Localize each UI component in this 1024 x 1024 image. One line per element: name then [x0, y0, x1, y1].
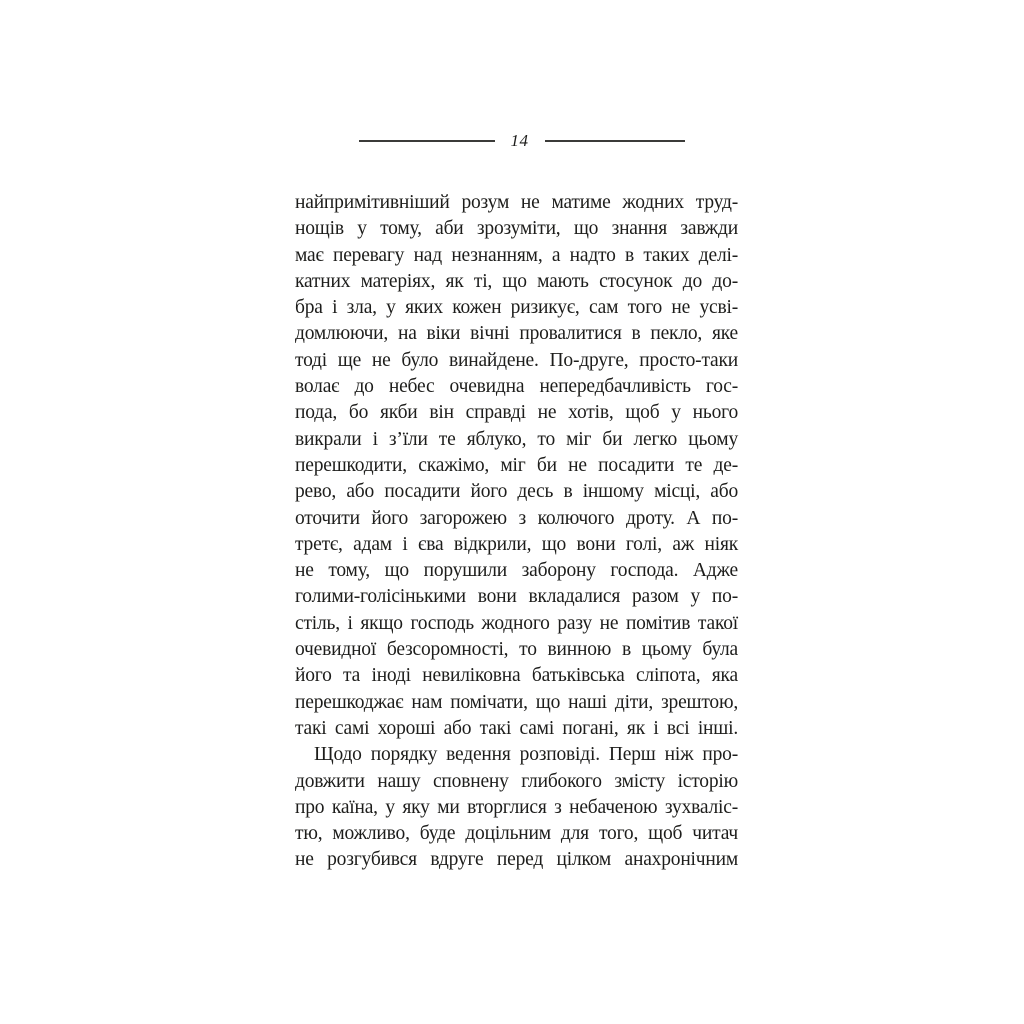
- text-line: нощів у тому, аби зрозуміти, що знання завжди: [295, 218, 738, 240]
- text-line: тоді ще не було винайдене. По-друге, просто-таки: [295, 349, 738, 371]
- text-line: катних матеріях, як ті, що мають стосунок до до-: [295, 270, 738, 292]
- text-line: тю, можливо, буде доцільним для того, щоб читач: [295, 823, 738, 845]
- paragraph: [295, 190, 738, 742]
- text-line: бра і зла, у яких кожен ризикує, сам того не усві-: [295, 297, 738, 319]
- text-line: волає до небес очевидна непередбачливість гос-: [295, 376, 738, 398]
- text-line: такі самі хороші або такі самі погані, як і всі інші.: [295, 717, 738, 739]
- page-header: [300, 130, 743, 151]
- text-line: домлюючи, на віки вічні провалитися в пекло, яке: [295, 323, 738, 345]
- text-line: пода, бо якби він справді не хотів, щоб у нього: [295, 402, 738, 424]
- text-line: викрали і з’їли те яблуко, то міг би легко цьому: [295, 428, 738, 450]
- header-rule-right: [545, 140, 685, 142]
- text-line: третє, адам і єва відкрили, що вони голі, аж ніяк: [295, 533, 738, 555]
- text-line: довжити нашу сповнену глибокого змісту історію: [295, 770, 738, 792]
- text-line: перешкоджає нам помічати, що наші діти, зрештою,: [295, 691, 738, 713]
- text-block: [295, 190, 738, 874]
- page-number: 14: [510, 131, 529, 150]
- paragraph: [295, 742, 738, 873]
- text-line: не розгубився вдруге перед цілком анахронічним: [295, 849, 738, 871]
- text-line: його та іноді невиліковна батьківська сліпота, яка: [295, 665, 738, 687]
- text-line: має перевагу над незнанням, а надто в таких делі-: [295, 244, 738, 266]
- text-line: про каїна, у яку ми вторглися з небаченою зухваліс-: [295, 796, 738, 818]
- text-line: Щодо порядку ведення розповіді. Перш ніж про-: [314, 744, 738, 766]
- text-line: оточити його загорожею з колючого дроту. А по-: [295, 507, 738, 529]
- header-rule-left: [359, 140, 495, 142]
- text-line: очевидної безсоромності, то винною в цьому була: [295, 639, 738, 661]
- text-line: стіль, і якщо господь жодного разу не помітив такої: [295, 612, 738, 634]
- text-line: голими-голісінькими вони вкладалися разом у по-: [295, 586, 738, 608]
- text-line: рево, або посадити його десь в іншому місці, або: [295, 481, 738, 503]
- text-line: найпримітивніший розум не матиме жодних труд-: [295, 192, 738, 213]
- text-line: перешкодити, скажімо, міг би не посадити те де-: [295, 454, 738, 476]
- text-line: не тому, що порушили заборону господа. Адже: [295, 560, 738, 582]
